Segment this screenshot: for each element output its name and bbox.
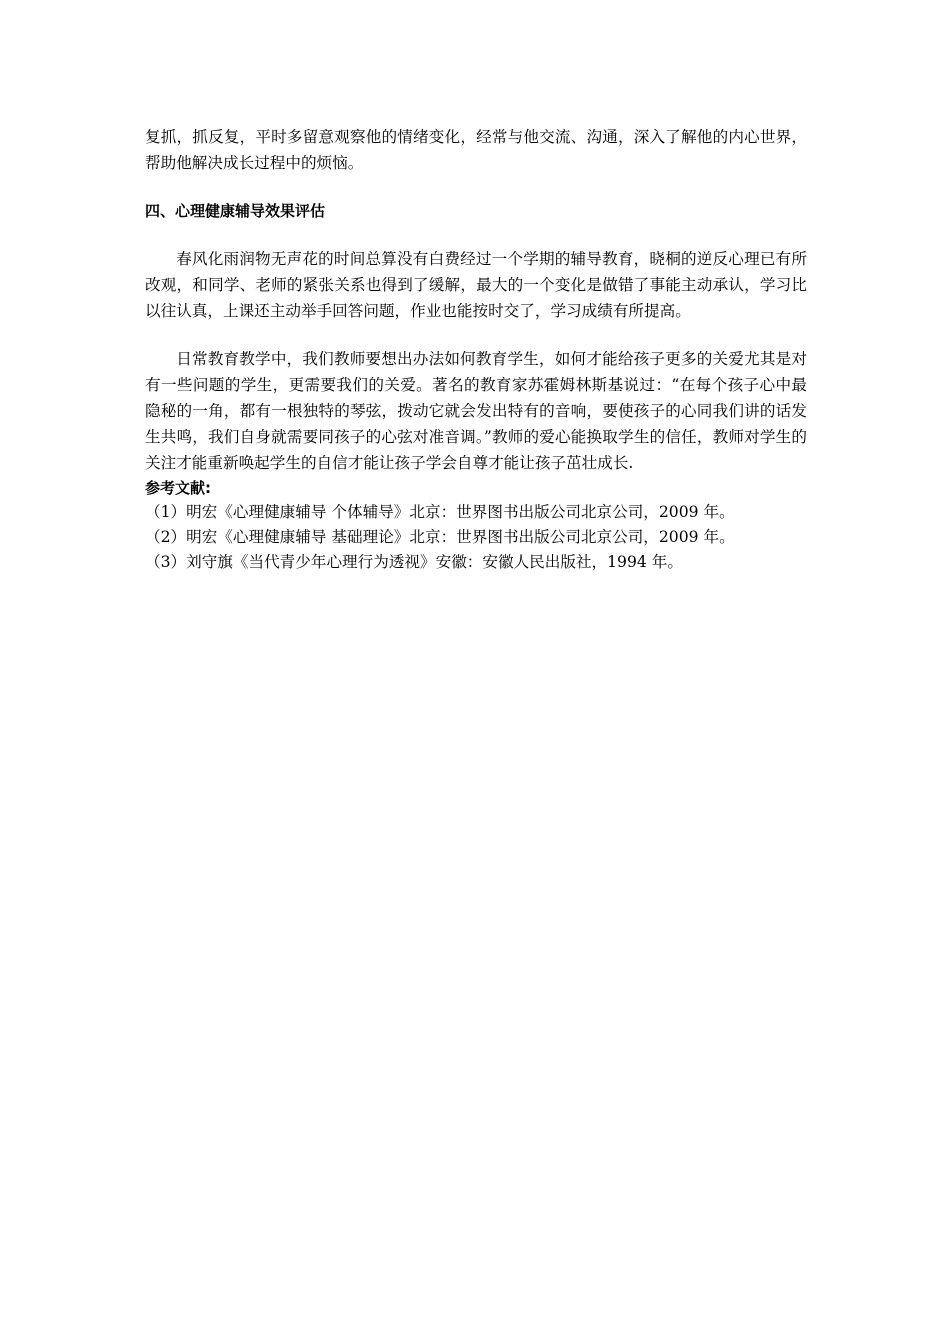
document-body: [145, 124, 807, 575]
references-list: [145, 500, 807, 575]
paragraph-conclusion: 日常教育教学中，我们教师要想出办法如何教育学生，如何才能给孩子更多的关爱尤其是对有一些问题的学生，更需要我们的关爱。著名的教育家苏霍姆林斯基说过：“在每个孩子心中最隐秘的一角，都有一根独特的琴弦，拨动它就会发出特有的音响，要使孩子的心同我们讲的话发生共鸣，我们自身就需要同孩子的心弦对准音调。”教师的爱心能换取学生的信任，教师对学生的关注才能重新唤起学生的自信才能让孩子学会自尊才能让孩子茁壮成长.: [145, 350, 807, 472]
reference-item: （2）明宏《心理健康辅导 基础理论》北京：世界图书出版公司北京公司，2009 年。: [145, 528, 735, 546]
section-heading-evaluation: 四、心理健康辅导效果评估: [145, 202, 326, 220]
paragraph-evaluation: 春风化雨润物无声花的时间总算没有白费经过一个学期的辅导教育，晓桐的逆反心理已有所改观，和同学、老师的紧张关系也得到了缓解，最大的一个变化是做错了事能主动承认，学习比以往认真，上课还主动举手回答问题，作业也能按时交了，学习成绩有所提高。: [145, 250, 807, 320]
paragraph-continued: 复抓，抓反复，平时多留意观察他的情绪变化，经常与他交流、沟通，深入了解他的内心世界，帮助他解决成长过程中的烦恼。: [145, 128, 807, 172]
reference-item: （1）明宏《心理健康辅导 个体辅导》北京：世界图书出版公司北京公司，2009 年。: [145, 503, 735, 521]
reference-item: （3）刘守旗《当代青少年心理行为透视》安徽：安徽人民出版社，1994 年。: [145, 553, 683, 571]
references-title: 参考文献:: [145, 479, 211, 497]
